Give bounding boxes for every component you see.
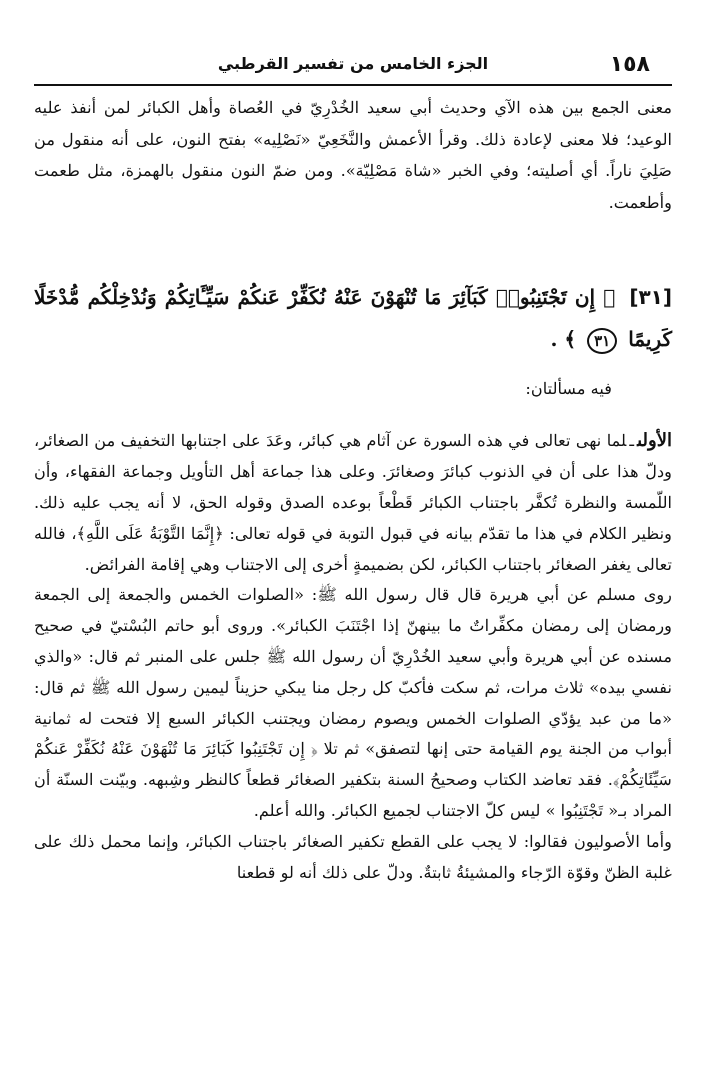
first-issue: [34, 426, 672, 888]
ayah-end-marker: ٣١: [587, 328, 617, 354]
header-rule: [34, 84, 672, 86]
running-head: [34, 46, 672, 80]
hadith-paragraph: روى مسلم عن أبي هريرة قال قال رسول الله ﷺ: «الصلوات الخمس والجمعة إلى الجمعة ورمضان إلى رمضان مكفِّراتٌ ما بينهنّ إذا اجْتَنَبَ الكبائر». وروى أبو حاتم البُسْتيّ في صحيح مسنده عن أبي هريرة وأبي سعيد الخُدْرِيّ أن رسول الله ﷺ جلس على المنبر ثم قال: «والذي نفسي بيده» ثلاث مرات، ثم سكت فأكبّ كل رجل منا يبكي حزيناً ليمين رسول الله ﷺ ثم قال: «ما من عبد يؤدّي الصلوات الخمس ويصوم رمضان ويجتنب الكبائر السبع إلا فتحت له ثمانية أبواب من الجنة يوم القيامة حتى إنها لتصفق» ثم تلا ﴿ إِن تَجْتَنِبُوا كَبَائِرَ مَا تُنْهَوْنَ عَنْهُ نُكَفِّرْ عَنكُمْ سَيِّئَاتِكُمْ﴾. فقد تعاضد الكتاب وصحيحُ السنة بتكفير الصغائر قطعاً كالنظر وشِبهه. وبيّنت السنّة أن المراد بـ« تَجْتَنِبُوا » ليس كلّ الاجتناب لجميع الكبائر. والله أعلم.: [34, 585, 672, 820]
quran-verse: [34, 276, 672, 360]
issue-label: الأولى: [637, 430, 672, 452]
verse-text: ﴿ إِن تَجْتَنِبُوا۟ كَبَآئِرَ مَا تُنْهَوْنَ عَنْهُ نُكَفِّرْ عَنكُمْ سَيِّـَٔاتِكُمْ وَنُدْخِلْكُم مُّدْخَلًا كَرِيمًا: [34, 285, 672, 352]
issue-paragraph: [34, 426, 672, 580]
usul-paragraph: وأما الأصوليون فقالوا: لا يجب على القطع تكفير الصغائر باجتناب الكبائر، وإنما محمل ذلك على غلبة الظنّ وقوّة الرّجاء والمشيئةُ ثابتةٌ. ودلّ على ذلك أنه لو قطعنا: [34, 831, 672, 882]
opening-paragraph: معنى الجمع بين هذه الآي وحديث أبي سعيد الخُدْرِيّ في العُصاة وأهل الكبائر لمن أنفذ عليه الوعيد؛ فلا معنى لإعادة ذلك. وقرأ الأعمش والنَّخَعِيّ «نَصْلِيه» بفتح النون، على أنه منقول من صَلِيَ ناراً. أي أصليته؛ وفي الخبر «شاة مَصْلِيّة». ومن ضمّ النون منقول بالهمزة، مثل طعمت وأطعمت.: [34, 98, 672, 212]
running-title: الجزء الخامس من تفسير القرطبي: [217, 54, 489, 73]
issue-paragraph-text: لما نهى تعالى في هذه السورة عن آثام هي كبائر، وعَدَ على اجتنابها التخفيف من الصغائر، ودلّ هذا على أن في الذنوب كبائرَ وصغائرَ. وعلى هذا جماعة أهل التأويل وجماعة الفقهاء، وأن اللّمسة والنظرة تُكفَّر باجتناب الكبائر قَطْعاً بوعده الصدق وقوله الحق، لا أنه يجب عليه ذلك. ونظير الكلام في هذا ما تقدّم بيانه في قبول التوبة في قوله تعالى: ﴿إِنَّمَا التَّوْبَةُ عَلَى اللَّهِ﴾، فالله تعالى يغفر الصغائر باجتناب الكبائر، لكن بضميمةٍ أخرى إلى الاجتناب وهي إقامة الفرائض.: [34, 431, 672, 574]
opening-section: [34, 92, 672, 218]
verse-number: [٣١]: [629, 285, 673, 310]
questions-heading: فيه مسألتان:: [525, 379, 612, 399]
verse-closing: ﴾ .: [550, 327, 577, 352]
issue-dash: ـ: [629, 431, 635, 451]
page-number: ١٥٨: [609, 52, 650, 77]
